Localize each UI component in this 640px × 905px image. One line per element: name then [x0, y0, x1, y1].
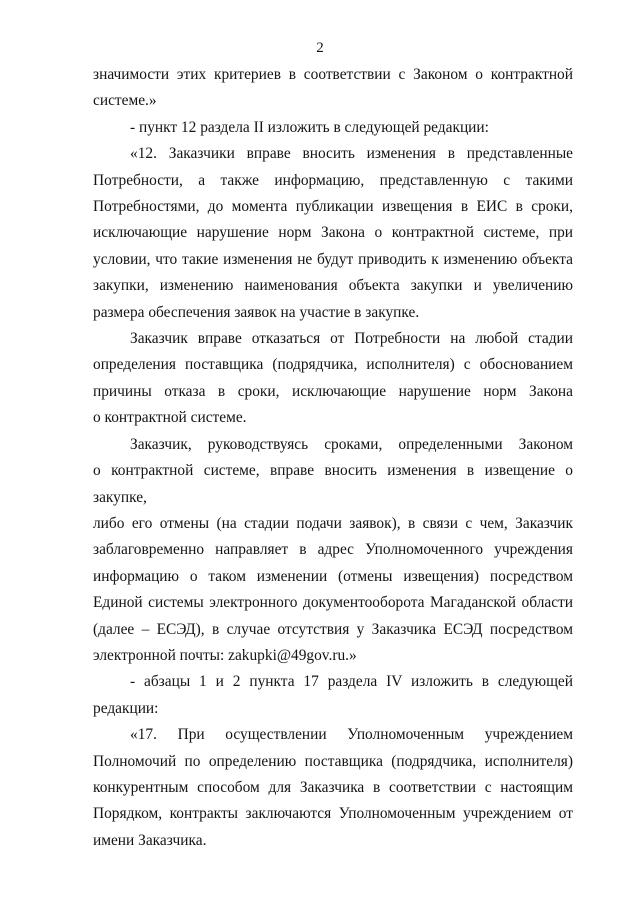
text-line: либо его отмены (на стадии подачи заявок), в связи с чем, Заказчик [93, 514, 573, 532]
text-line: имени Заказчика. [93, 831, 207, 849]
text-line: Потребности, а также информацию, представленную с такими [93, 171, 573, 189]
text-line: значимости этих критериев в соответствии с Законом о контрактной [93, 66, 573, 83]
text-line: Единой системы электронного документооборота Магаданской области [93, 594, 573, 612]
paragraph [93, 115, 573, 141]
text-line: - абзацы 1 и 2 пункта 17 раздела IV изложить в следующей [130, 673, 573, 691]
text-line: причины отказа в сроки, исключающие нарушение норм Закона [93, 382, 573, 400]
paragraph [93, 141, 573, 326]
text-line: конкурентным способом для Заказчика в соответствии с настоящим [93, 778, 573, 796]
text-line: Заказчик, руководствуясь сроками, определенными Законом [130, 435, 573, 453]
text-line: «12. Заказчики вправе вносить изменения в представленные [130, 145, 573, 163]
text-line: о контрактной системе, вправе вносить изменения в извещение о закупке, [93, 462, 573, 506]
text-line: закупки, изменению наименования объекта закупки и увеличению [93, 277, 573, 295]
text-line: Потребностями, до момента публикации извещения в ЕИС в сроки, [93, 198, 573, 216]
text-line: электронной почты: zakupki@49gov.ru.» [93, 646, 357, 664]
text-line: Заказчик вправе отказаться от Потребности на любой стадии [130, 330, 573, 348]
paragraph [93, 326, 573, 432]
paragraph [93, 62, 573, 115]
paragraph [93, 669, 573, 722]
text-line: Полномочий по определению поставщика (подрядчика, исполнителя) [93, 752, 573, 770]
text-line: условии, что такие изменения не будут приводить к изменению объекта [93, 250, 573, 268]
text-line: определения поставщика (подрядчика, исполнителя) с обоснованием [93, 356, 573, 374]
text-line: - пункт 12 раздела II изложить в следующей редакции: [130, 118, 489, 136]
page-number: 2 [316, 40, 324, 56]
text-line: системе.» [93, 92, 157, 110]
text-line: размера обеспечения заявок на участие в закупке. [93, 303, 420, 321]
text-line: информацию о таком изменении (отмены извещения) посредством [93, 567, 573, 585]
text-line: редакции: [93, 699, 159, 717]
paragraph [93, 722, 573, 854]
text-line: о контрактной системе. [93, 409, 247, 427]
document-body [93, 62, 573, 854]
text-line: «17. При осуществлении Уполномоченным учреждением [130, 726, 573, 744]
text-line: исключающие нарушение норм Закона о контрактной системе, при [93, 224, 573, 242]
text-line: (далее – ЕСЭД), в случае отсутствия у Заказчика ЕСЭД посредством [93, 620, 573, 638]
text-line: Порядком, контракты заключаются Уполномоченным учреждением от [93, 805, 573, 823]
text-line: заблаговременно направляет в адрес Уполномоченного учреждения [93, 541, 573, 559]
paragraph [93, 432, 573, 670]
